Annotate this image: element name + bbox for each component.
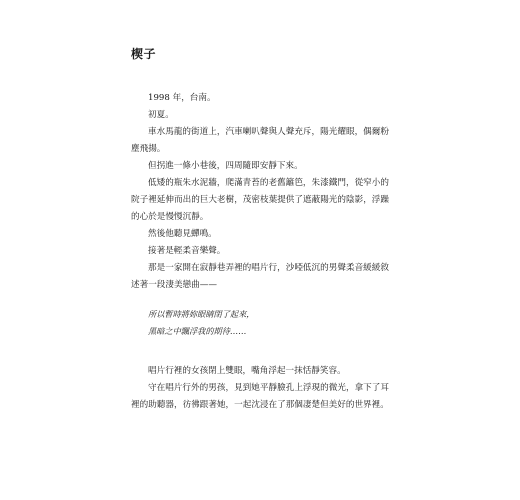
paragraph-boy: 守在唱片行外的男孩，見到她平靜臉孔上浮現的微光，拿下了耳裡的助聽器，彷彿跟著她，一起沈浸在了那個凄楚但美好的世界裡。 (131, 383, 389, 410)
paragraph-season: 初夏。 (148, 110, 174, 120)
paragraph-girl: 唱片行裡的女孩閉上雙眼，嘴角浮起一抹恬靜笑容。 (148, 366, 346, 376)
lyric-line-1: 所以暫時將妳眼睛閉了起來， (148, 309, 255, 319)
lyric-line-2: 黑暗之中飄浮我的期待…… (148, 326, 247, 336)
paragraph-cicadas: 然後他聽見蟬鳴。 (148, 229, 217, 239)
paragraph-record-shop: 那是一家開在寂靜巷弄裡的唱片行，沙啞低沉的男聲柔音緩緩敘述著一段淒美戀曲—— (131, 263, 389, 290)
chapter-title: 楔子 (131, 47, 157, 61)
paragraph-alley: 但拐進一條小巷後，四周隨即安靜下來。 (148, 161, 303, 171)
paragraph-music: 接著是輕柔音樂聲。 (148, 246, 226, 256)
paragraph-date: 1998 年，台南。 (148, 93, 216, 103)
paragraph-street: 車水馬龍的街道上，汽車喇叭聲與人聲充斥，陽光耀眼，偶爾粉塵飛揚。 (131, 127, 389, 154)
paragraph-scenery: 低矮的瓶朱水泥牆，爬滿青苔的老舊籬笆，朱漆鐵門，從窄小的院子裡延伸而出的巨大老樹，茂密枝葉提供了遮蔽陽光的陰影，浮躁的心於是慢慢沉靜。 (131, 178, 389, 222)
